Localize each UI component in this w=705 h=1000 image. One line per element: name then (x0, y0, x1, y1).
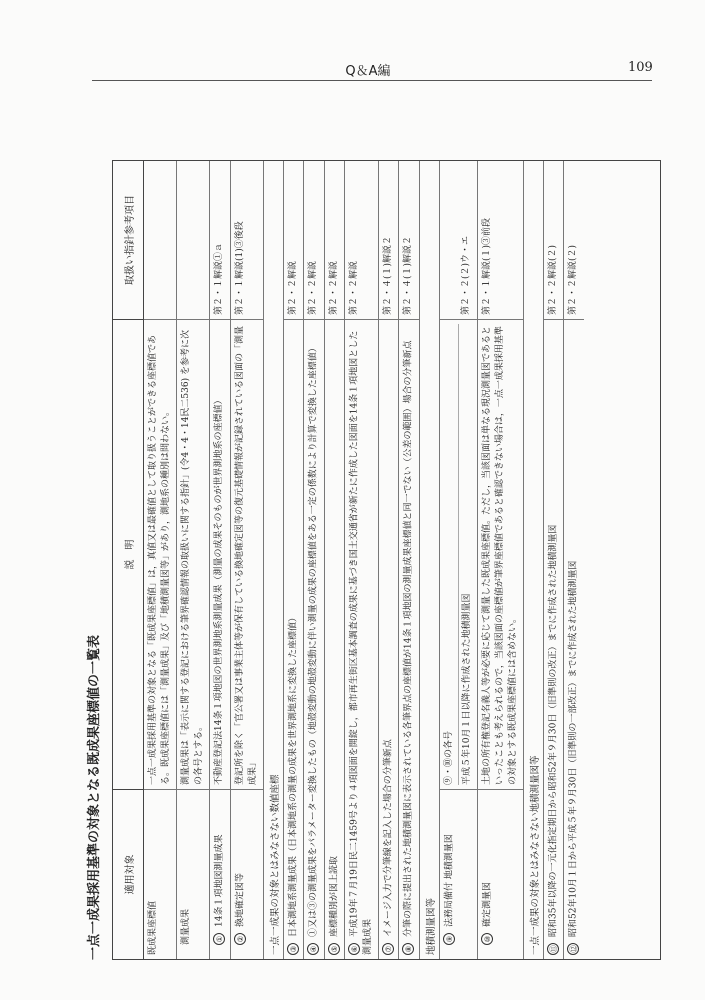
row-label (379, 319, 399, 959)
row-label-text: 日本測地系測量成果（日本測地系の測量の成果を世界測地系に変換した座標値） (288, 612, 298, 937)
row-label (231, 789, 263, 959)
table-row (399, 161, 420, 959)
table-row (544, 161, 565, 959)
row-label-text: 法務局備付 地積測量図 (444, 834, 454, 927)
row-label-text: 換地確定図等 (235, 872, 245, 927)
table-row (440, 161, 478, 959)
row-label (399, 319, 419, 959)
row-ref: 第２・２解説 (349, 260, 359, 315)
rotated-table-block (86, 160, 661, 960)
row-label (304, 319, 324, 959)
row-label-text: 分筆の際に提出された地積測量図に表示されている各筆界点の座標値が14条１項地図の測量成果座標値と同一でない（公差の範囲）場合の分筆新点 (403, 340, 414, 937)
row-label-text: イメージ入力で分筆線を記入した場合の分筆新点 (383, 739, 393, 937)
section-heading: 一点一成果の対象とはみなさない数値座標 (264, 161, 284, 959)
circled-number: ④ (307, 943, 319, 955)
page-header (0, 60, 705, 80)
header-guideline-ref: 取扱い指針参考項目 (124, 195, 136, 285)
row-label-text: 14条１項地図測量成果 (214, 834, 225, 927)
table-row (379, 161, 400, 959)
circled-number: ⑦ (382, 943, 394, 955)
row-label-text: ①又は③の測量成果をパラメーター変換したもの（地殻変動の地殻変動に伴い測量の成果の座標値をある一定の係数により計算で変換した座標値） (308, 343, 319, 937)
table-row (284, 161, 305, 959)
row-ref (440, 161, 477, 319)
table-row (325, 161, 346, 959)
header-explanation: 説 明 (113, 319, 143, 789)
row-explanation: 一点一成果採用基準の対象となる「既成果座標値」は，真値又は最確値として取り扱うことができる座標値である。既成果座標値には「測量成果」及び「地積測量図等」があり，測地系の種別は問わない。 (144, 319, 176, 789)
table-row (345, 161, 379, 959)
row-ref-line: 第２・２(２)ウ・エ (460, 235, 471, 315)
row-label-text: 昭和52年10月１日から平成５年９月30日（旧準則の一部改正）までに作成された地積測量図 (568, 560, 579, 937)
circled-number: ① (213, 933, 225, 945)
row-ref: 第２・２解説(２) (547, 244, 558, 315)
row-label (564, 319, 584, 959)
table-row (210, 161, 231, 959)
table-caption: 一点一成果採用基準の対象となる既成果座標値の一覧表 (87, 634, 102, 960)
row-ref: 第２・１解説(１)③前段 (481, 217, 492, 315)
header-rule (92, 80, 652, 81)
row-explanation-line: ⑨・⑩の各号 (443, 730, 454, 785)
row-ref: 第２・２解説 (328, 260, 339, 315)
row-ref: 第２・２解説(２) (568, 244, 578, 315)
row-explanation (440, 319, 477, 789)
row-label: 既成果座標値 (144, 789, 176, 959)
row-explanation: 土地の所有権登記名義人等が必要に応じて測量した既成果座標値。ただし，当該図面は単なる現況測量図であるといったことも考えられるので，当該図面の座標値が筆界座標値であると確認できない場合は，一点一成果採用基準の対象とする既成果座標値には含めない。 (478, 319, 523, 789)
circled-number: ⑨ (443, 933, 455, 945)
row-label (210, 789, 230, 959)
row-label-text: 平成19年７月19日民二1459号より４項図面を開錠し，都市再生街区基本調査の成果に基づき国土交通省が新たに作成した図面を14条１項地図とした測量成果 (349, 330, 373, 955)
header-applicable-target: 適用対象 (113, 789, 143, 959)
section-heading: 地積測量図等 (420, 161, 440, 959)
row-label-text: 昭和35年以降の一元化指定期日から昭和52年９月30日（旧準則の改正）までに作成された地積測量図 (548, 524, 558, 937)
circled-number: ③ (287, 943, 299, 955)
circled-number: ⑧ (402, 943, 414, 955)
circled-number: ⑩ (481, 933, 493, 945)
table-row (231, 161, 264, 959)
row-ref (144, 161, 176, 319)
row-ref: 第２・４(１)解説２ (382, 235, 393, 315)
table-row (478, 161, 524, 959)
row-ref: 第２・４(１)解説２ (403, 235, 413, 315)
table-row (144, 161, 177, 959)
table-row (564, 161, 584, 959)
page-number: 109 (628, 60, 653, 75)
section-heading: 一点一成果の対象とはみなさない地積測量図等 (524, 161, 544, 959)
circled-number: ⑪ (547, 943, 559, 955)
circled-number: ⑥ (348, 943, 360, 955)
row-explanation-line: 平成５年10月１日以降に作成された地積測量図 (458, 324, 474, 785)
row-label: 測量成果 (177, 789, 209, 959)
running-title: Q＆A編 (345, 64, 391, 79)
circled-number: ② (234, 933, 246, 945)
row-label-text: 確定測量図 (482, 881, 492, 927)
row-ref: 第２・１解説①ａ (214, 242, 224, 315)
row-label-text: 座標種別が図上読取 (329, 855, 339, 937)
table-header-row (113, 161, 144, 959)
row-ref-line (443, 165, 456, 315)
row-explanation: 登記所を除く「官公署又は事業主体等が保有している換地確定図等の復元基礎情報が記録されている図面の「測量成果」 (231, 319, 263, 789)
row-explanation: 測量成果は「表示に関する登記における筆界確認情報の取扱いに関する指針」(令4・4・14民二536) を参考に次の各号とする。 (177, 319, 209, 789)
row-ref: 第２・２解説 (308, 260, 318, 315)
row-explanation: 不動産登記法14条１項地図の世界測地系測量成果（測量の成果そのものが世界測地系の座標値） (210, 319, 230, 789)
circled-number: ⑤ (328, 943, 340, 955)
row-ref: 第２・１解説(1)③後段 (234, 221, 245, 315)
row-label (440, 789, 477, 959)
circled-number: ⑫ (567, 943, 579, 955)
row-ref (177, 161, 209, 319)
table-row (177, 161, 210, 959)
row-label (544, 319, 564, 959)
coordinate-table (112, 160, 661, 960)
row-label (345, 319, 378, 959)
row-ref: 第２・２解説 (287, 260, 298, 315)
row-label (478, 789, 523, 959)
row-label (325, 319, 345, 959)
row-label (284, 319, 304, 959)
table-row (304, 161, 325, 959)
